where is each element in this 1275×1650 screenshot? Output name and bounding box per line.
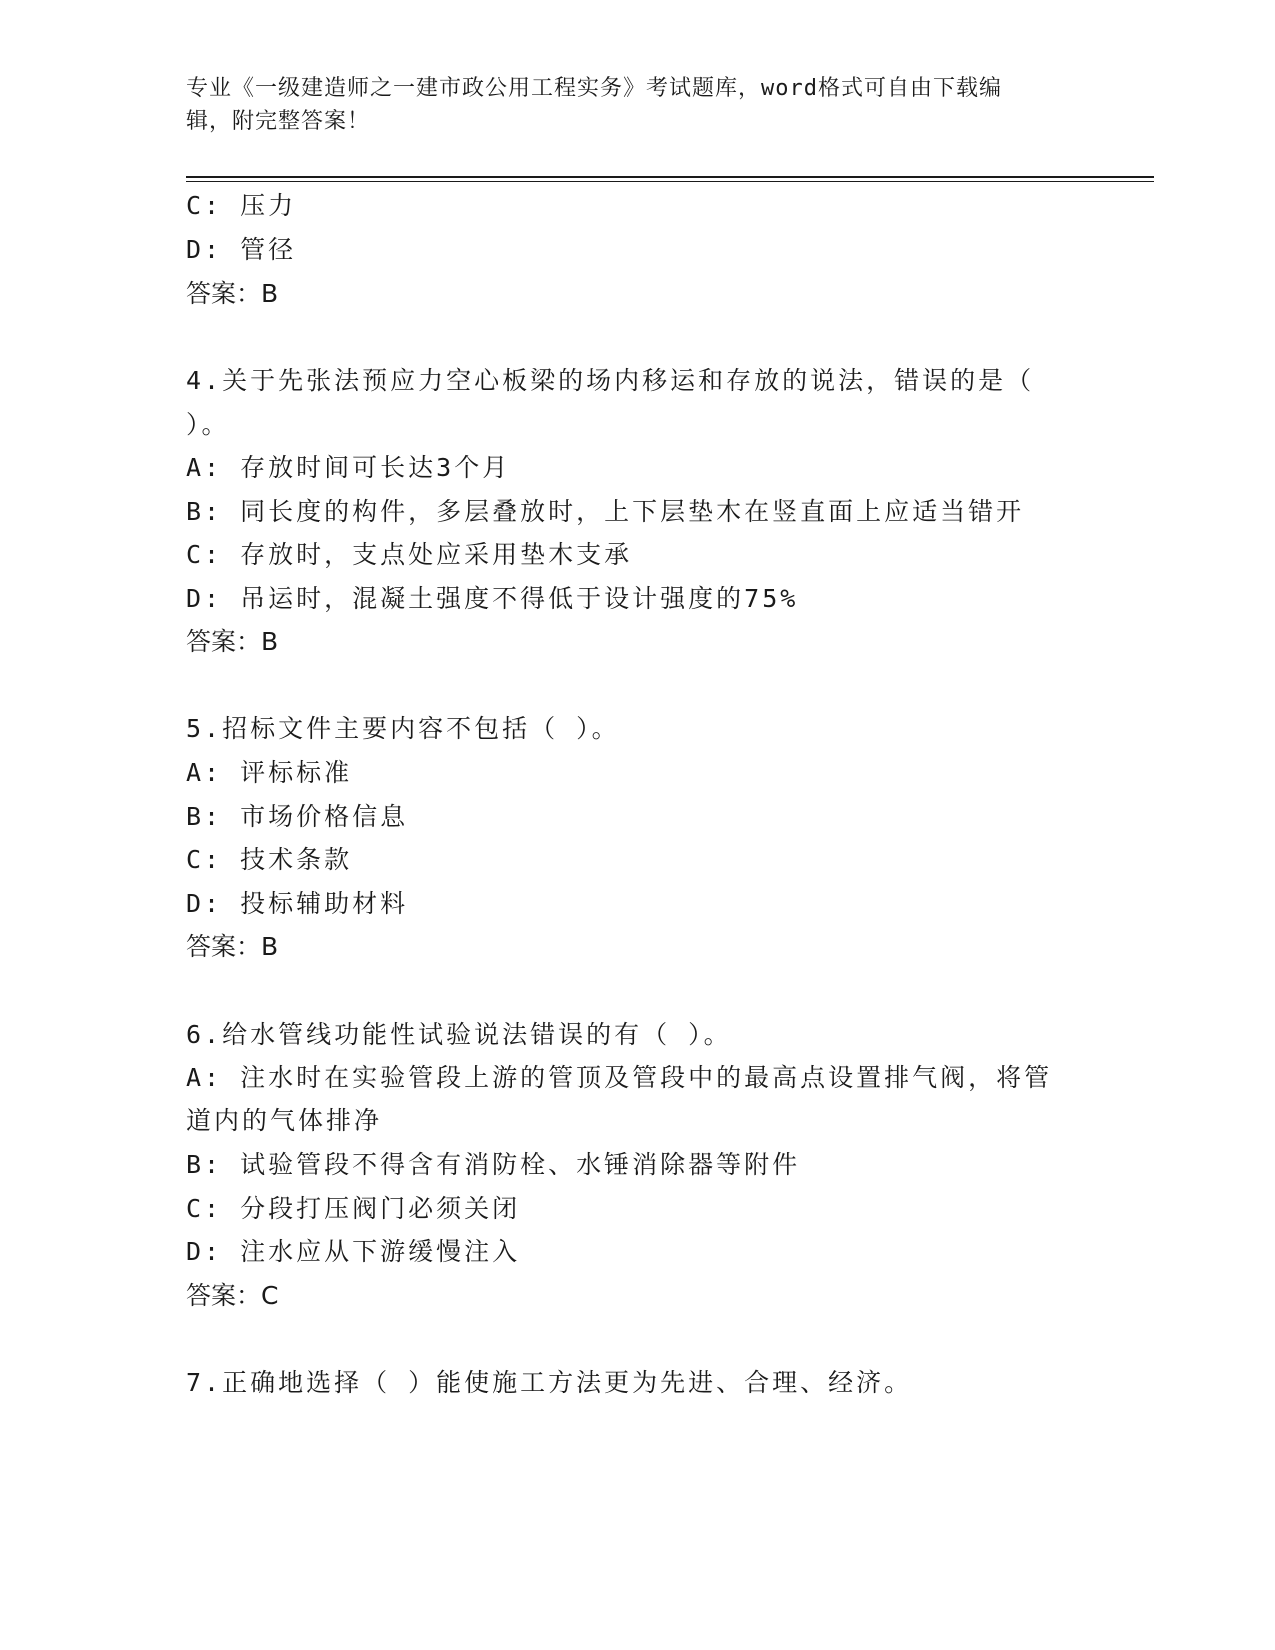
q4-option-a: A: 存放时间可长达3个月 bbox=[186, 453, 511, 482]
q5-option-b: B: 市场价格信息 bbox=[186, 802, 409, 831]
q4-answer: 答案：B bbox=[186, 627, 279, 656]
header-line-1: 专业《一级建造师之一建市政公用工程实务》考试题库，word格式可自由下载编 bbox=[186, 76, 1002, 101]
q6-option-d: D: 注水应从下游缓慢注入 bbox=[186, 1237, 521, 1266]
q5-stem: 5.招标文件主要内容不包括（ ）。 bbox=[186, 714, 620, 743]
document-header bbox=[186, 72, 1086, 138]
q6-stem: 6.给水管线功能性试验说法错误的有（ ）。 bbox=[186, 1020, 732, 1049]
q5-option-d: D: 投标辅助材料 bbox=[186, 889, 409, 918]
q5-answer: 答案：B bbox=[186, 932, 279, 961]
q6-answer: 答案：C bbox=[186, 1281, 279, 1310]
q6-option-a-line-1: A: 注水时在实验管段上游的管顶及管段中的最高点设置排气阀，将管 bbox=[186, 1063, 1053, 1092]
q3-option-d: D: 管径 bbox=[186, 235, 297, 264]
q7-stem: 7.正确地选择（ ）能使施工方法更为先进、合理、经济。 bbox=[186, 1368, 913, 1397]
q5-option-c: C: 技术条款 bbox=[186, 845, 353, 874]
q4-option-c: C: 存放时，支点处应采用垫木支承 bbox=[186, 540, 633, 569]
q4-option-b: B: 同长度的构件，多层叠放时，上下层垫木在竖直面上应适当错开 bbox=[186, 497, 1025, 526]
q4-option-d: D: 吊运时，混凝土强度不得低于设计强度的75% bbox=[186, 584, 799, 613]
q4-stem-line-2: ）。 bbox=[186, 410, 230, 439]
q3-answer: 答案：B bbox=[186, 279, 279, 308]
q5-option-a: A: 评标标准 bbox=[186, 758, 353, 787]
q6-option-b: B: 试验管段不得含有消防栓、水锤消除器等附件 bbox=[186, 1150, 801, 1179]
header-line-2: 辑，附完整答案！ bbox=[186, 109, 371, 134]
header-divider-thin bbox=[186, 181, 1154, 182]
header-divider-thick bbox=[186, 176, 1154, 178]
q6-option-c: C: 分段打压阀门必须关闭 bbox=[186, 1194, 521, 1223]
q6-option-a-line-2: 道内的气体排净 bbox=[186, 1106, 383, 1135]
q4-stem-line-1: 4.关于先张法预应力空心板梁的场内移运和存放的说法，错误的是（ bbox=[186, 366, 1035, 395]
q3-option-c: C: 压力 bbox=[186, 191, 297, 220]
